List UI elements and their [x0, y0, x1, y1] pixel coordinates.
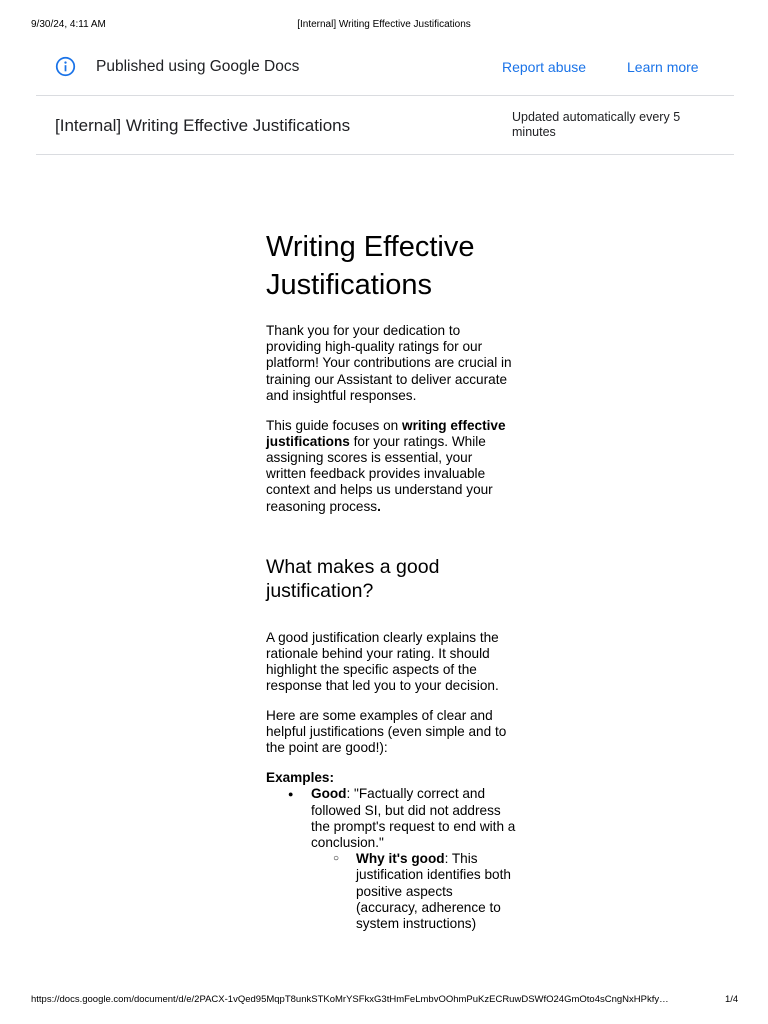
justification-paragraph: A good justification clearly explains the rationale behind your rating. It should highlight the specific aspects of the response that led you to your decision. [266, 629, 499, 694]
guide-end: . [377, 498, 381, 514]
sub-list [311, 851, 516, 932]
list-item [311, 851, 516, 932]
example-good-label: Good [311, 786, 347, 802]
page-url: https://docs.google.com/document/d/e/2PACX-1vQed95MqpT8unkSTKoMrYSFkxG3tHmFeLmbvOOhmPuKzECRuwDSWfO24GmOto4sCngNxHPkfy… [31, 994, 669, 1005]
print-footer [0, 994, 768, 1008]
why-good-text: : This justification identifies both positive aspects (accuracy, adherence to system instructions) [356, 851, 511, 931]
guide-post: for your ratings. While assigning scores is essential, your written feedback provides invaluable context and helps us understand your reasoning process [266, 433, 493, 514]
section-heading: What makes a good justification? [266, 555, 440, 602]
doc-header [0, 96, 768, 154]
report-abuse-link[interactable]: Report abuse [502, 59, 587, 75]
learn-more-link[interactable]: Learn more [627, 59, 699, 75]
examples-list [266, 786, 516, 932]
why-good-label: Why it's good [356, 851, 445, 867]
print-header [0, 19, 768, 33]
guide-pre: This guide focuses on [266, 417, 403, 433]
examples-label: Examples: [266, 770, 335, 786]
example-good-text: : "Factually correct and followed SI, but did not address the prompt's request to end with a conclusion." [311, 786, 516, 850]
examples-intro-paragraph: Here are some examples of clear and helpful justifications (even simple and to the point are good!): [266, 708, 507, 756]
guide-paragraph [266, 418, 516, 515]
info-icon[interactable] [55, 56, 76, 77]
divider-bottom [36, 154, 734, 155]
list-item [266, 786, 516, 932]
update-note: Updated automatically every 5 minutes [512, 110, 681, 139]
guide-bold: writing effective justifications [266, 417, 506, 449]
intro-paragraph: Thank you for your dedication to providing high-quality ratings for our platform! Your contributions are crucial in training our Assistant to deliver accurate and insightful responses. [266, 323, 512, 403]
document-heading: Writing Effective Justifications [266, 231, 475, 301]
doc-title: [Internal] Writing Effective Justifications [55, 116, 351, 135]
print-datetime: 9/30/24, 4:11 AM [31, 19, 106, 30]
publish-bar [0, 50, 768, 84]
document-body [266, 228, 516, 932]
published-text: Published using Google Docs [96, 58, 300, 75]
print-title: [Internal] Writing Effective Justifications [297, 19, 471, 30]
page-number: 1/4 [725, 994, 739, 1005]
